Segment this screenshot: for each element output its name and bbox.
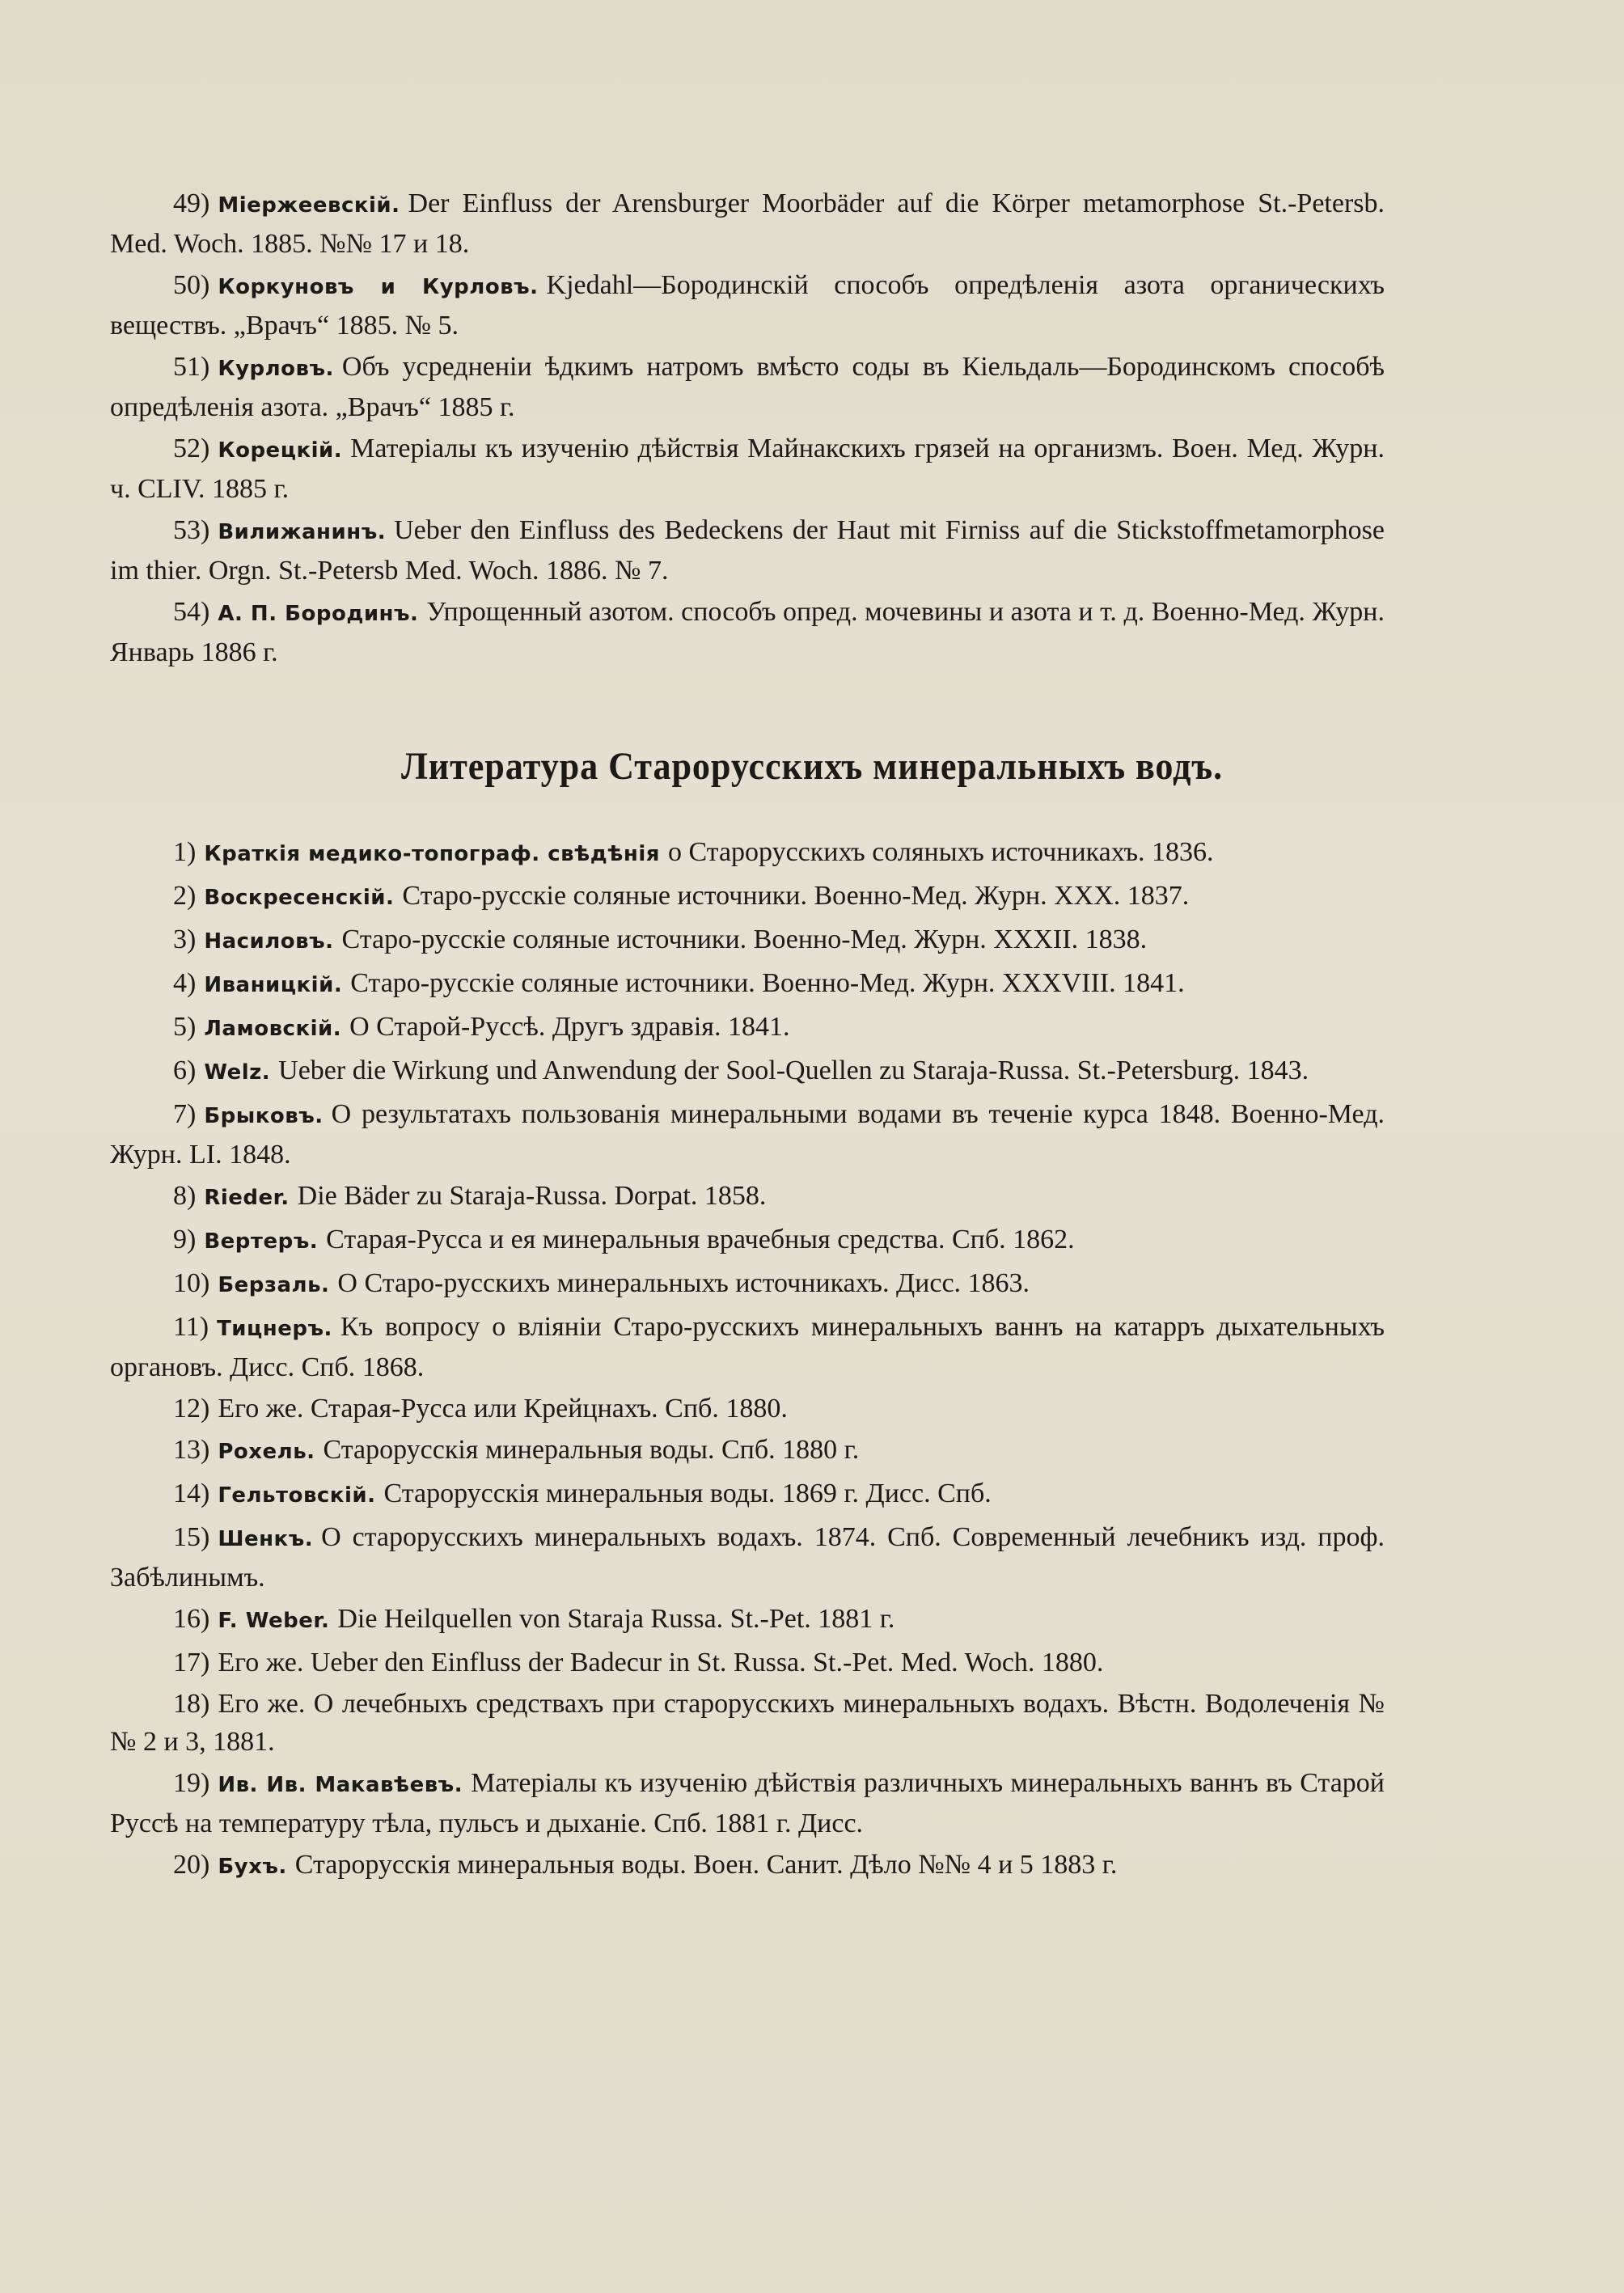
- entry-text: О Старой-Руссѣ. Другъ здравія. 1841.: [349, 1012, 790, 1042]
- entry-text: Матеріалы къ изученію дѣйствія различныхъ минеральныхъ ваннъ въ Старой Руссѣ на температуру тѣла, пульсъ и дыханіе. Спб. 1881 г. Дисс.: [110, 1768, 1385, 1838]
- entry-author: А. П. Бородинъ.: [218, 602, 419, 626]
- entry-text: О старорусскихъ минеральныхъ водахъ. 1874. Спб. Современный лечебникъ изд. проф. Забѣлинымъ.: [110, 1522, 1385, 1593]
- entry-text: о Старорусскихъ соляныхъ источникахъ. 1836.: [667, 837, 1214, 867]
- entry-author: Rieder.: [204, 1186, 290, 1210]
- entry-author: Welz.: [204, 1060, 271, 1085]
- bibliography-entry: [110, 1177, 1385, 1217]
- entry-text: Kjedahl—Бородинскій способъ опредѣленія азота органическихъ веществъ. „Врачъ“ 1885. № 5.: [110, 270, 1385, 341]
- entry-number: 8): [173, 1181, 197, 1211]
- entry-author: Насиловъ.: [204, 929, 334, 954]
- entry-text: Его же. Ueber den Einfluss der Badecur in St. Russa. St.-Pet. Med. Woch. 1880.: [218, 1648, 1104, 1677]
- bibliography-entry: [110, 1221, 1385, 1261]
- entry-number: 9): [173, 1225, 197, 1254]
- bibliography-list-continued: [110, 184, 1385, 675]
- bibliography-entry: [110, 266, 1385, 345]
- entry-number: 50): [173, 270, 210, 300]
- entry-number: 18): [173, 1689, 210, 1719]
- bibliography-entry: [110, 1846, 1385, 1886]
- entry-number: 14): [173, 1479, 210, 1508]
- entry-number: 13): [173, 1435, 210, 1465]
- entry-author: Міержеевскій.: [218, 193, 400, 218]
- entry-text: Старорусскія минеральныя воды. 1869 г. Дисс. Спб.: [383, 1479, 992, 1508]
- entry-author: Краткія медико-топограф. свѣдѣнія: [204, 842, 660, 866]
- entry-author: Рохель.: [218, 1440, 315, 1464]
- entry-author: Корецкій.: [218, 438, 343, 463]
- entry-author: Брыковъ.: [204, 1104, 324, 1128]
- entry-number: 7): [173, 1099, 197, 1129]
- entry-text: О Старо-русскихъ минеральныхъ источникахъ. Дисс. 1863.: [337, 1268, 1030, 1298]
- entry-text: Старорусскія минеральныя воды. Спб. 1880 г.: [323, 1435, 860, 1465]
- entry-number: 49): [173, 188, 210, 218]
- entry-number: 52): [173, 434, 210, 463]
- entry-number: 1): [173, 837, 197, 867]
- bibliography-entry: [110, 877, 1385, 917]
- entry-number: 11): [173, 1312, 209, 1342]
- entry-text: Ueber den Einfluss des Bedeckens der Haut mit Firniss auf die Stickstoffmetamorphose im thier. Orgn. St.-Petersb Med. Woch. 1886. № 7.: [110, 515, 1385, 586]
- entry-text: Его же. О лечебныхъ средствахъ при старорусскихъ минеральныхъ водахъ. Вѣстн. Водолеченія №№ 2 и 3, 1881.: [110, 1689, 1385, 1757]
- bibliography-entry: [110, 184, 1385, 263]
- bibliography-entry: [110, 1685, 1385, 1761]
- entry-author: Бухъ.: [218, 1855, 287, 1879]
- entry-text: Старорусскія минеральныя воды. Воен. Санит. Дѣло №№ 4 и 5 1883 г.: [294, 1850, 1118, 1880]
- entry-text: Старо-русскіе соляные источники. Военно-Мед. Журн. XXXVIII. 1841.: [350, 968, 1185, 998]
- entry-number: 19): [173, 1768, 210, 1798]
- entry-author: Тицнеръ.: [217, 1317, 332, 1341]
- entry-author: F. Weber.: [218, 1609, 330, 1633]
- bibliography-entry: [110, 1518, 1385, 1597]
- entry-author: Коркуновъ и Курловъ.: [218, 275, 539, 299]
- bibliography-entry: [110, 833, 1385, 874]
- entry-text: О результатахъ пользованія минеральными водами въ теченіе курса 1848. Военно-Мед. Журн. LI. 1848.: [110, 1099, 1385, 1170]
- bibliography-entry: [110, 1764, 1385, 1842]
- entry-text: Объ усредненіи ѣдкимъ натромъ вмѣсто соды въ Кіельдаль—Бородинскомъ способѣ опредѣленія азота. „Врачъ“ 1885 г.: [110, 352, 1385, 422]
- bibliography-entry: [110, 348, 1385, 426]
- entry-text: Упрощенный азотом. способъ опред. мочевины и азота и т. д. Военно-Мед. Журн. Январь 1886 г.: [110, 597, 1385, 667]
- entry-text: Его же. Старая-Русса или Крейцнахъ. Спб. 1880.: [218, 1394, 788, 1424]
- bibliography-entry: [110, 429, 1385, 508]
- entry-author: Шенкъ.: [218, 1527, 314, 1551]
- entry-text: Ueber die Wirkung und Anwendung der Sool-Quellen zu Staraja-Russa. St.-Petersburg. 1843.: [278, 1056, 1309, 1085]
- entry-number: 17): [173, 1648, 210, 1677]
- entry-number: 6): [173, 1056, 197, 1085]
- bibliography-entry: [110, 1431, 1385, 1471]
- entry-number: 3): [173, 924, 197, 954]
- entry-number: 10): [173, 1268, 210, 1298]
- entry-number: 16): [173, 1604, 210, 1634]
- bibliography-entry: [110, 1474, 1385, 1515]
- entry-number: 54): [173, 597, 210, 627]
- entry-number: 53): [173, 515, 210, 545]
- entry-number: 12): [173, 1394, 210, 1424]
- entry-author: Воскресенскій.: [204, 886, 395, 910]
- bibliography-entry: [110, 1308, 1385, 1386]
- bibliography-entry: [110, 593, 1385, 671]
- entry-text: Къ вопросу о вліяніи Старо-русскихъ минеральныхъ ваннъ на катарръ дыхательныхъ органовъ. Дисс. Спб. 1868.: [110, 1312, 1385, 1382]
- entry-text: Der Einfluss der Arensburger Moorbäder auf die Körper metamorphose St.-Petersb. Med. Woch. 1885. №№ 17 и 18.: [110, 188, 1385, 259]
- entry-author: Ив. Ив. Макавѣевъ.: [218, 1773, 463, 1797]
- bibliography-entry: [110, 1008, 1385, 1048]
- entry-author: Вилижанинъ.: [218, 520, 387, 544]
- entry-text: Старо-русскіе соляные источники. Военно-Мед. Журн. XXXII. 1838.: [341, 924, 1148, 954]
- bibliography-entry: [110, 1095, 1385, 1174]
- entry-text: Старо-русскіе соляные источники. Военно-Мед. Журн. XXX. 1837.: [402, 881, 1190, 911]
- entry-author: Вертеръ.: [204, 1229, 319, 1254]
- entry-number: 4): [173, 968, 197, 998]
- bibliography-entry: [110, 920, 1385, 961]
- entry-number: 20): [173, 1850, 210, 1880]
- entry-author: Гельтовскій.: [218, 1483, 376, 1508]
- section-heading: Литература Старорусскихъ минеральныхъ водъ.: [400, 745, 1224, 788]
- entry-text: Старая-Русса и ея минеральныя врачебныя средства. Спб. 1862.: [326, 1225, 1075, 1254]
- bibliography-entry: [110, 511, 1385, 590]
- entry-author: Иваницкій.: [204, 973, 343, 997]
- bibliography-entry: [110, 1051, 1385, 1092]
- entry-number: 51): [173, 352, 210, 382]
- entry-number: 15): [173, 1522, 210, 1552]
- entry-text: Die Bäder zu Staraja-Russa. Dorpat. 1858.: [297, 1181, 767, 1211]
- bibliography-entry: [110, 1600, 1385, 1640]
- bibliography-entry: [110, 1644, 1385, 1682]
- entry-number: 2): [173, 881, 197, 911]
- entry-text: Матеріалы къ изученію дѣйствія Майнакскихъ грязей на организмъ. Воен. Мед. Журн. ч. CLIV. 1885 г.: [110, 434, 1385, 504]
- entry-author: Берзаль.: [218, 1273, 330, 1297]
- entry-number: 5): [173, 1012, 197, 1042]
- entry-author: Курловъ.: [218, 357, 334, 381]
- entry-text: Die Heilquellen von Staraja Russa. St.-Pet. 1881 г.: [337, 1604, 895, 1634]
- bibliography-list-mineral-waters: [110, 833, 1385, 1889]
- bibliography-entry: [110, 1390, 1385, 1428]
- bibliography-entry: [110, 964, 1385, 1005]
- entry-author: Ламовскій.: [204, 1017, 342, 1041]
- bibliography-entry: [110, 1264, 1385, 1305]
